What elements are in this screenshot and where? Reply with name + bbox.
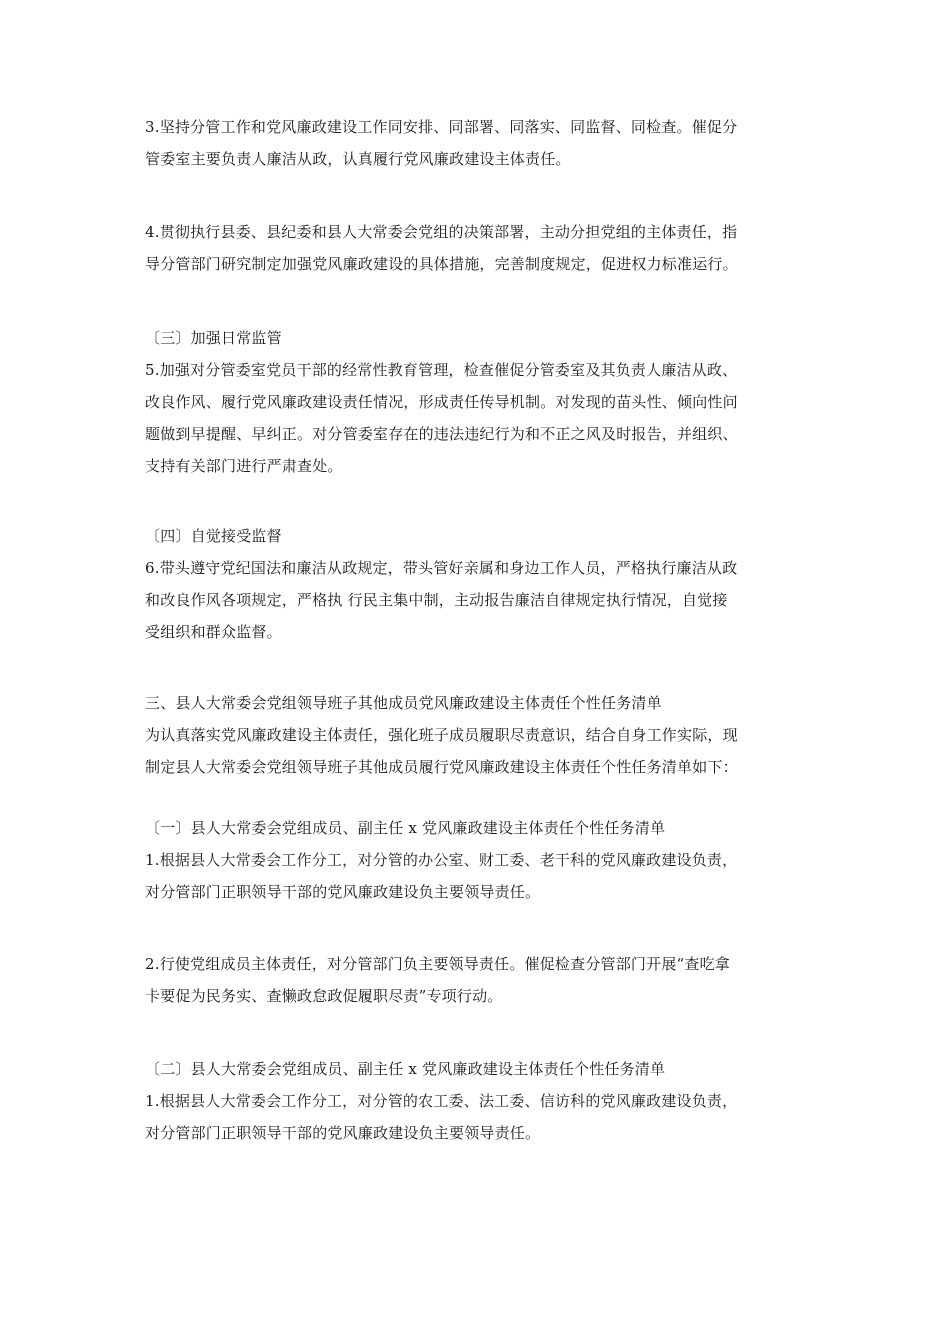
text-line: 导分管部门研究制定加强党风廉政建设的具体措施，完善制度规定，促进权力标准运行。 <box>145 255 738 273</box>
text-line: 管委室主要负责人廉洁从政，认真履行党风廉政建设主体责任。 <box>145 150 571 168</box>
section-heading: 〔二〕县人大常委会党组成员、副主任 x 党风廉政建设主体责任个性任务清单 <box>145 1060 666 1078</box>
text-line: 3.坚持分管工作和党风廉政建设工作同安排、同部署、同落实、同监督、同检查。催促分 <box>145 118 738 136</box>
subsection-one-item-2 <box>145 948 810 1012</box>
text-line: 和改良作风各项规定，严格执 行民主集中制，主动报告廉洁自律规定执行情况，自觉接 <box>145 591 728 609</box>
section-heading: 〔一〕县人大常委会党组成员、副主任 x 党风廉政建设主体责任个性任务清单 <box>145 819 666 837</box>
paragraph-item-3 <box>145 111 810 175</box>
text-line: 对分管部门正职领导干部的党风廉政建设负主要领导责任。 <box>145 883 541 901</box>
text-line: 对分管部门正职领导干部的党风廉政建设负主要领导责任。 <box>145 1124 541 1142</box>
text-line: 6.带头遵守党纪国法和廉洁从政规定，带头管好亲属和身边工作人员，严格执行廉洁从政 <box>145 559 738 577</box>
section-heading: 三、县人大常委会党组领导班子其他成员党风廉政建设主体责任个性任务清单 <box>145 694 662 712</box>
text-line: 4.贯彻执行县委、县纪委和县人大常委会党组的决策部署，主动分担党组的主体责任，指 <box>145 223 738 241</box>
paragraph-item-4 <box>145 216 810 280</box>
section-three-task-list <box>145 687 810 783</box>
section-accept-supervision <box>145 520 810 648</box>
text-line: 题做到早提醒、早纠正。对分管委室存在的违法违纪行为和不正之风及时报告，并组织、 <box>145 425 738 443</box>
section-heading: 〔四〕自觉接受监督 <box>145 527 282 545</box>
section-heading: 〔三〕加强日常监管 <box>145 329 282 347</box>
subsection-one <box>145 812 810 908</box>
text-line: 5.加强对分管委室党员干部的经常性教育管理，检查催促分管委室及其负责人廉洁从政、 <box>145 361 738 379</box>
text-line: 支持有关部门进行严肃查处。 <box>145 457 343 475</box>
text-line: 卡要促为民务实、查懒政怠政促履职尽责”专项行动。 <box>145 987 503 1005</box>
text-line: 为认真落实党风廉政建设主体责任，强化班子成员履职尽责意识，结合自身工作实际，现 <box>145 726 738 744</box>
text-line: 1.根据县人大常委会工作分工，对分管的办公室、财工委、老干科的党风廉政建设负责， <box>145 851 738 869</box>
text-line: 制定县人大常委会党组领导班子其他成员履行党风廉政建设主体责任个性任务清单如下： <box>145 758 738 776</box>
text-line: 1.根据县人大常委会工作分工，对分管的农工委、法工委、信访科的党风廉政建设负责， <box>145 1092 738 1110</box>
text-line: 受组织和群众监督。 <box>145 623 282 641</box>
text-line: 改良作风、履行党风廉政建设责任情况，形成责任传导机制。对发现的苗头性、倾向性问 <box>145 393 738 411</box>
subsection-two <box>145 1053 810 1149</box>
section-strengthen-supervision <box>145 322 810 482</box>
text-line: 2.行使党组成员主体责任，对分管部门负主要领导责任。催促检查分管部门开展“查吃拿 <box>145 955 730 973</box>
